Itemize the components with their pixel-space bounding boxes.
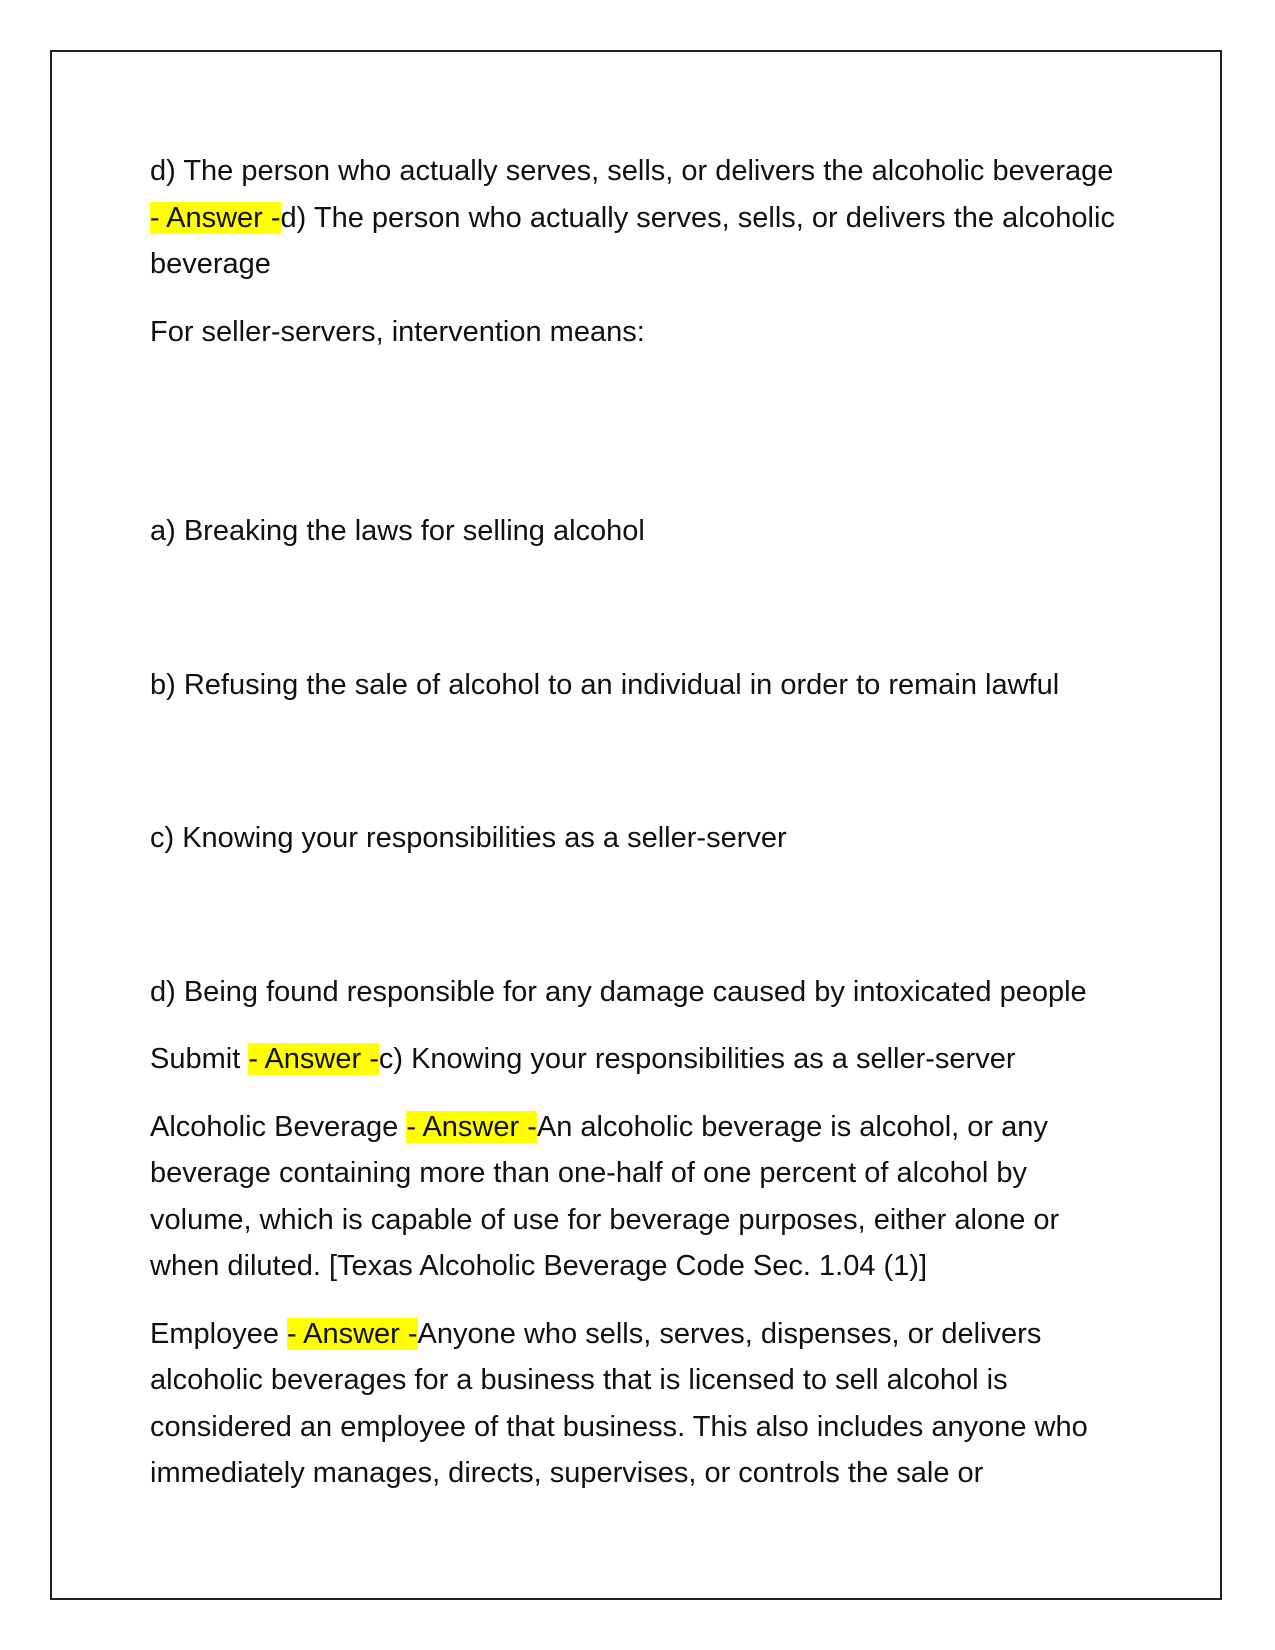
- answer-marker: - Answer -: [150, 201, 281, 234]
- answer-marker: - Answer -: [406, 1110, 537, 1143]
- term-text: Alcoholic Beverage: [150, 1110, 407, 1143]
- option-c: c) Knowing your responsibilities as a seller-server: [150, 822, 787, 854]
- term-text: Employee: [150, 1317, 288, 1350]
- answer-paragraph-alcoholic-beverage: [150, 1104, 1120, 1290]
- option-a: a) Breaking the laws for selling alcohol: [150, 515, 645, 547]
- answer-text: c) Knowing your responsibilities as a seller-server: [378, 1043, 1016, 1075]
- answer-paragraph-submit: [150, 1036, 1120, 1083]
- option-d: d) Being found responsible for any damage caused by intoxicated people: [150, 975, 1087, 1008]
- answer-marker: - Answer -: [287, 1317, 418, 1350]
- answer-text: d) The person who actually serves, sells, or delivers the alcoholic beverage: [150, 201, 1115, 280]
- definition-text: Anyone who sells, serves, dispenses, or delivers alcoholic beverages for a business that is licensed to sell alcohol is considered an employee of that business. This also includes anyone who immediately manages, directs, supervises, or controls the sale or: [150, 1317, 1088, 1489]
- question-intervention: For seller-servers, intervention means:: [150, 315, 645, 348]
- definition-text: An alcoholic beverage is alcohol, or any beverage containing more than one-half of one percent of alcohol by volume, which is capable of use for beverage purposes, either alone or when diluted. [Texas Alcoholic Beverage Code Sec. 1.04 (1)]: [150, 1110, 1060, 1282]
- answer-marker: - Answer -: [248, 1043, 379, 1075]
- answer-paragraph-person: [150, 148, 1120, 288]
- document-body: [150, 148, 1120, 1497]
- answer-paragraph-employee: [150, 1311, 1120, 1497]
- question-text: Submit: [150, 1043, 249, 1075]
- option-b: b) Refusing the sale of alcohol to an individual in order to remain lawful: [150, 668, 1060, 701]
- question-text: d) The person who actually serves, sells, or delivers the alcoholic beverage: [150, 155, 1114, 187]
